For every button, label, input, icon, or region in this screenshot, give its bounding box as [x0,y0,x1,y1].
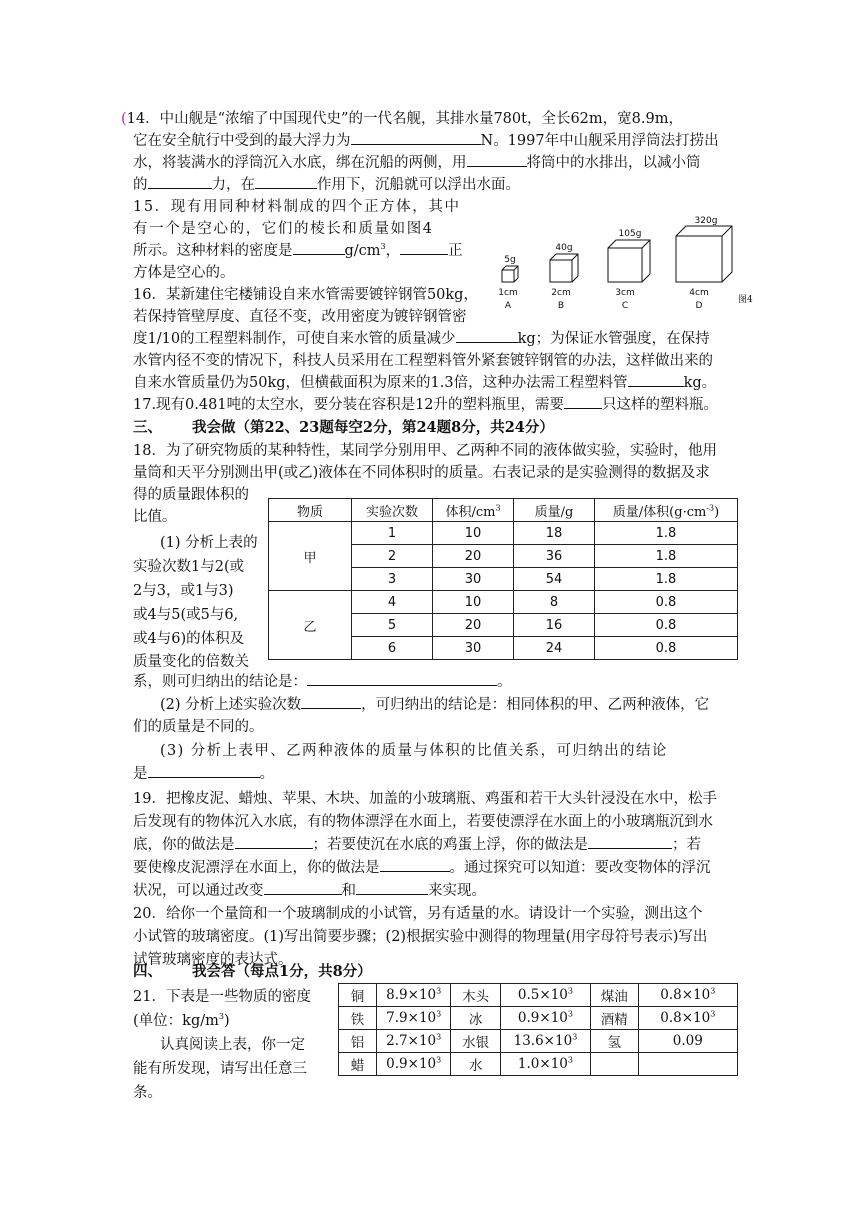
bracket-mark: ( [121,111,127,127]
q15-line-2: 有一个是空心的，它们的棱长和质量如图4 [133,221,434,237]
cube-d-label: D [695,301,703,311]
exam-page: (14．中山舰是“浓缩了中国现代史”的一代名舰，其排水量780t，全长62m，宽8.9m， 它在安全航行中受到的最大浮力为 N。1997年中山舰采用浮筒法打捞出 水，将装满水的浮筒沉入水底，绑在沉船的两侧，用 将筒中的水排出，以减小筒 的 力，在 作用下，沉船就可以浮出水面。 15．现有用同种材料制成的四个正方体，其中 有一个是空心的，它们的棱长和质量如图4 所示。这种材料的密度是 $g/cm^3$， 正 方体是空心的。 5g 1cm A 40g 2cm B 105g 3cm C 320g 4cm D 图4 16．某新建住宅楼铺设自来水管需要镀锌钢管50kg， 若保持管壁厚度、直径不变，改用密度为镀锌钢管密 度1/10的工程塑料制作，可使自来水管的质量减少 kg；为保证水管强度，在保持 水管内径不变的情况下，科技人员采用在工程塑料管外紧套镀锌钢管的办法，这样做出来的 自来水管质量仍为50kg，但横截面积为原来的1.3倍，这种办法需工程塑料管 kg。 17.现有0.481吨的太空水，要分装在容积是12升的塑料瓶里，需要 只这样的塑料瓶。 三、 我会做（第22、23题每空2分，第24题8分，共24分） 18．为了研究物质的某种特性，某同学分别用甲、乙两种不同的液体做实验，实验时，他用 量筒和天平分别测出甲(或乙)液体在不同体积时的质量。右表记录的是实验测得的数据及求 得的质量跟体积的 比值。 (1) 分析上表的 实验次数1与2(或 2与3，或1与3) 或4与5(或5与6, 或4与6)的体积及 质量变化的倍数关 系，则可归纳出的结论是： 。 (2) 分析上述实验次数 ，可归纳出的结论是：相同体积的甲、乙两种液体，它 们的质量是不同的。 (3) 分析上表甲、乙两种液体的质量与体积的比值关系，可归纳出的结论 是 。 物质 实验次数 体积$/cm^3$ 质量/g 质量/体积$(g\cdot cm^{-3})$ 甲 1 10 18 1.8 2 20 36 1.8 3 30 54 1.8 乙 4 10 8 0.8 5 20 16 0.8 6 30 24 0.8 19．把橡皮泥、蜡烛、苹果、木块、加盖的小玻璃瓶、鸡蛋和若干大头针浸没在水中，松手 后发现有的物体沉入水底，有的物体漂浮在水面上，若要使漂浮在水面上的小玻璃瓶沉到水 底，你的做法是 ；若要使沉在水底的鸡蛋上浮，你的做法是 ；若 要使橡皮泥漂浮在水面上，你的做法是 。通过探究可以知道：要改变物体的浮沉 状况，可以通过改变 和 来实现。 20．给你一个量筒和一个玻璃制成的小试管，另有适量的水。请设计一个实验，测出这个 小试管的玻璃密度。(1)写出简要步骤；(2)根据实验中测得的物理量(用字母符号表示)写出 试管玻璃密度的表达式。 四、 我会答（每点1分，共8分） 21．下表是一些物质的密度 (单位：$kg/m^3$) 认真阅读上表，你一定 能有所发现，请写出任意三 条。 铜 $8.9\times 10^3$ 木头 $0.5\times 10^3$ 煤油 $0.8\times 10^3$ 铁 $7.9\times 10^3$ 冰 $0.9\times 10^3$ 酒精 $0.8\times 10^3$ 铝 $2.7\times 10^3$ 水银 $13.6\times 10^3$ 氢 0.09 蜡 $0.9\times 10^3$ 水 $1.0\times 10^3$ [0,0,860,1216]
density-cell: $7.9\times 10^3$ [377,1007,451,1030]
density-cell: $1.0\times 10^3$ [500,1053,590,1076]
density-cell: $0.9\times 10^3$ [377,1053,451,1076]
q14-line-2b: N。1997年中山舰采用浮筒法打捞出 [480,133,719,149]
answer-blank[interactable] [235,834,313,849]
density-cell: $8.9\times 10^3$ [377,984,451,1007]
substance-cell: 水 [451,1053,501,1076]
answer-blank[interactable] [255,174,317,189]
substance-cell: 氢 [590,1030,638,1053]
cube-c-icon [608,240,650,282]
group-label: 甲 [269,522,352,591]
cube-c-mass: 105g [618,229,642,239]
answer-blank[interactable] [356,880,428,895]
q14-line-1: 14．中山舰是“浓缩了中国现代史”的一代名舰，其排水量780t，全长62m，宽8.9m， [126,111,683,127]
cube-d-icon [676,226,732,282]
density-cell [638,1053,737,1076]
cube-b-mass: 40g [555,243,573,253]
answer-blank[interactable] [293,240,345,255]
q15-line-3a: 所示。这种材料的密度是 [133,243,293,259]
cube-c-label: C [621,301,629,311]
q15-line-4: 方体是空心的。 [133,265,235,281]
table-row: 2 20 36 1.8 [269,545,738,568]
cube-a-mass: 5g [504,255,516,265]
q14-line-2a: 它在安全航行中受到的最大浮力为 [133,133,351,149]
cube-d-edge: 4cm [689,288,709,298]
cube-b-icon [550,254,578,282]
table-row [339,1007,738,1030]
question-17: 17.现有0.481吨的太空水，要分装在容积是12升的塑料瓶里，需要 只这样的塑料瓶。 [133,394,733,416]
substance-cell: 铝 [339,1030,377,1053]
density-cell: $2.7\times 10^3$ [377,1030,451,1053]
q16-line-4: 水管内径不变的情况下，科技人员采用在工程塑料管外紧套镀锌钢管的办法，这样做出来的 [133,353,713,369]
group-label: 乙 [269,591,352,660]
substance-cell: 铁 [339,1007,377,1030]
substance-cell: 酒精 [590,1007,638,1030]
table-header-row: 物质 实验次数 体积$/cm^3$ 质量/g 质量/体积$(g\cdot cm^{-3})$ [269,499,738,522]
substance-cell: 煤油 [590,984,638,1007]
substance-cell: 木头 [451,984,501,1007]
q14-line-3b: 将筒中的水排出，以减小筒 [526,155,701,171]
density-cell: $0.9\times 10^3$ [500,1007,590,1030]
answer-blank[interactable] [380,857,450,872]
density-cell: $13.6\times 10^3$ [500,1030,590,1053]
answer-blank[interactable] [456,328,518,343]
answer-blank[interactable] [588,834,672,849]
answer-blank[interactable] [400,240,448,255]
answer-blank[interactable] [351,130,481,145]
cube-b-edge: 2cm [551,288,571,298]
density-table [338,983,738,1076]
cube-a-edge: 1cm [498,288,518,298]
table-row: 5 20 16 0.8 [269,614,738,637]
table-row: 3 30 54 1.8 [269,568,738,591]
table-row: 6 30 24 0.8 [269,637,738,660]
answer-blank[interactable] [564,394,602,409]
liquid-data-table [268,498,738,660]
substance-cell: 水银 [451,1030,501,1053]
table-row: 乙 4 10 8 0.8 [269,591,738,614]
substance-cell [590,1053,638,1076]
answer-blank[interactable] [467,152,527,167]
substance-cell: 铜 [339,984,377,1007]
cube-c-edge: 3cm [615,288,635,298]
table-row [339,984,738,1007]
q15-unit: g/cm [344,243,381,259]
answer-blank[interactable] [628,372,684,387]
density-cell: $0.5\times 10^3$ [500,984,590,1007]
table-row: 甲 1 10 18 1.8 [269,522,738,545]
q15-line-1: 15．现有用同种材料制成的四个正方体，其中 [133,199,461,215]
substance-cell: 蜡 [339,1053,377,1076]
q14-line-3a: 水，将装满水的浮筒沉入水底，绑在沉船的两侧，用 [133,155,467,171]
answer-blank[interactable] [301,694,361,709]
answer-blank[interactable] [307,671,497,686]
q14-line-4b: 力，在 [211,177,255,193]
density-cell: $0.8\times 10^3$ [638,984,737,1007]
table-row [339,1053,738,1076]
table-row [339,1030,738,1053]
answer-blank[interactable] [148,763,260,778]
cube-b-label: B [557,301,565,311]
cube-a-label: A [504,301,512,311]
figure-caption: 图4 [738,295,753,305]
substance-cell: 冰 [451,1007,501,1030]
cube-d-mass: 320g [694,216,718,226]
q16-line-2: 若保持管壁厚度、直径不变，改用密度为镀锌钢管密 [133,309,467,325]
answer-blank[interactable] [264,880,342,895]
density-cell: 0.09 [638,1030,737,1053]
section-4-heading: 四、 我会答（每点1分，共8分） [133,963,372,980]
section-3-heading: 三、 我会做（第22、23题每空2分，第24题8分，共24分） [133,419,554,436]
q16-line-1: 16．某新建住宅楼铺设自来水管需要镀锌钢管50kg， [133,287,478,303]
answer-blank[interactable] [148,174,212,189]
density-cell: $0.8\times 10^3$ [638,1007,737,1030]
cube-a-icon [502,266,518,282]
q14-line-4a: 的 [133,177,148,193]
q14-line-4c: 作用下，沉船就可以浮出水面。 [317,177,520,193]
